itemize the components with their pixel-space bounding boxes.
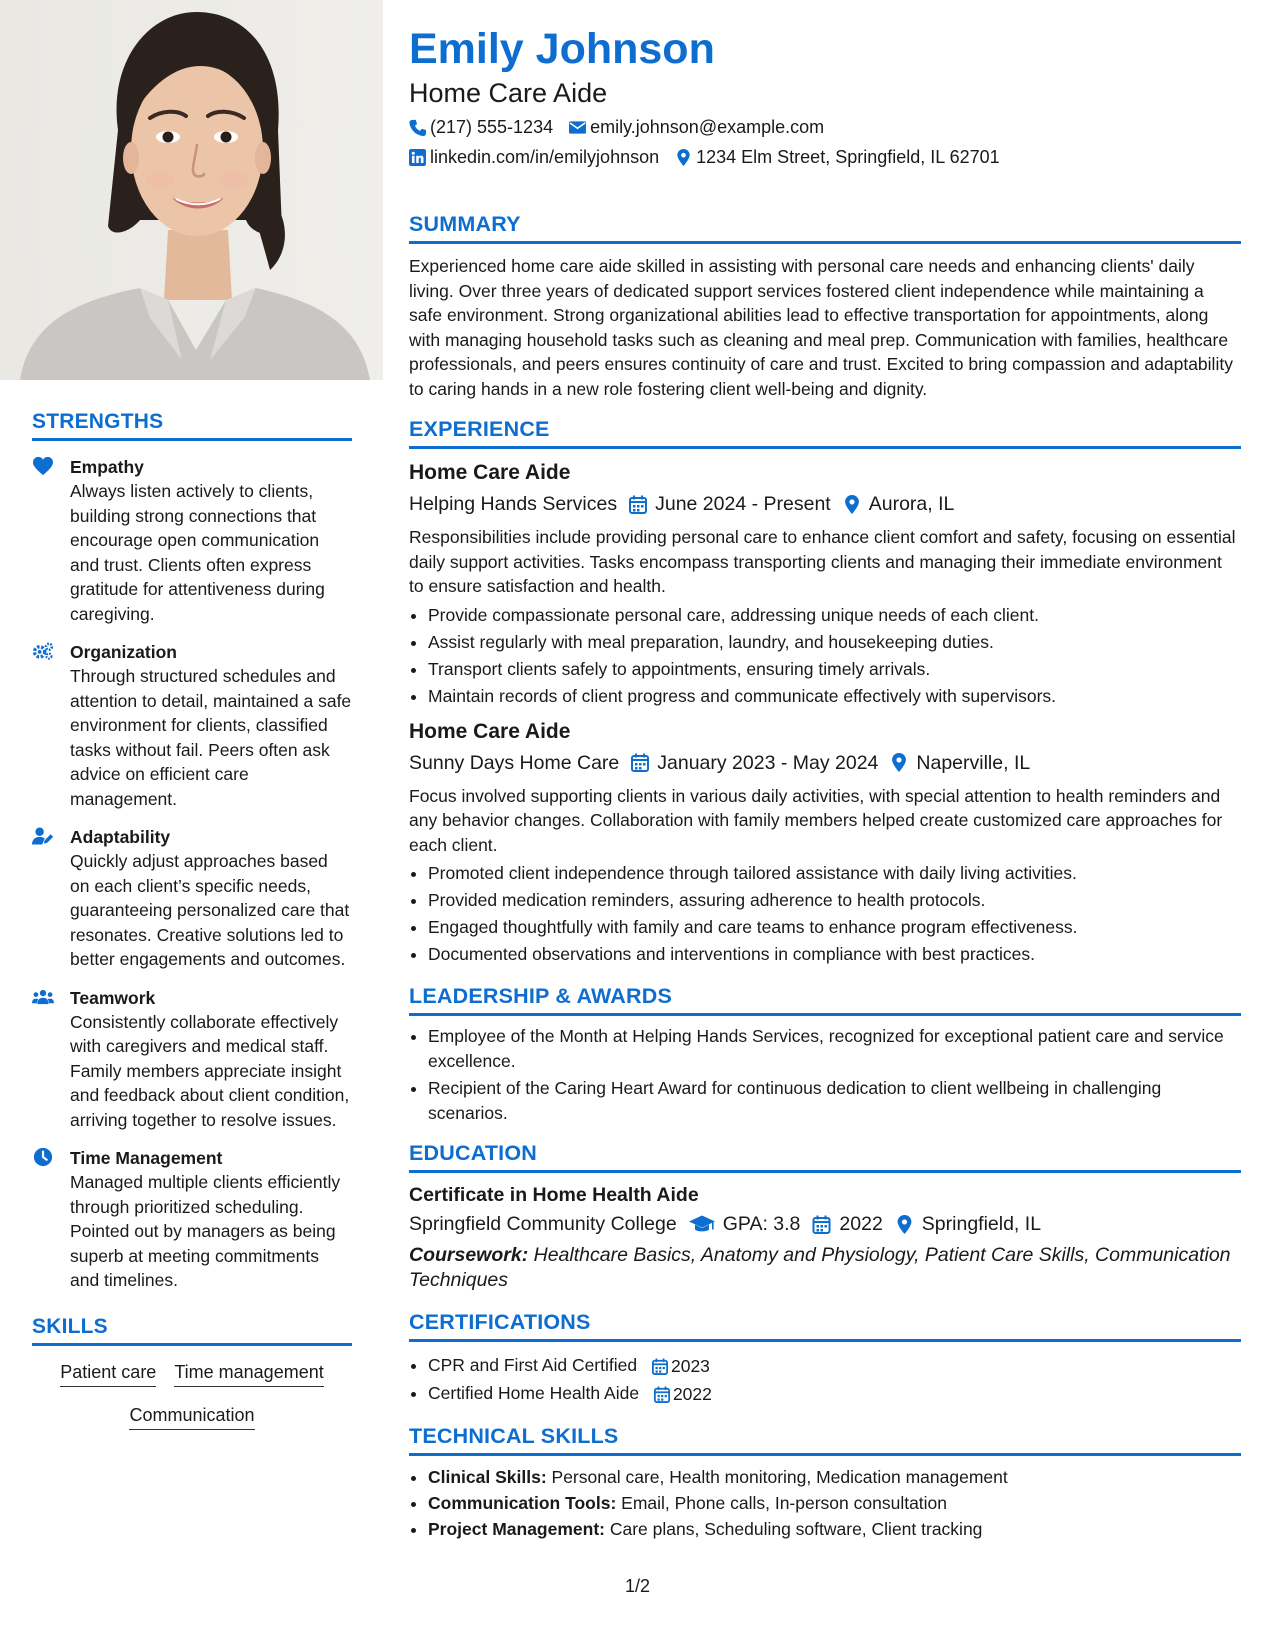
cert-name: Certified Home Health Aide [428,1382,640,1403]
summary-title: SUMMARY [409,212,1241,244]
strength-name: Adaptability [70,827,171,847]
list-item: • Assist regularly with meal preparation, laundry, and housekeeping duties. [428,629,1241,656]
candidate-role: Home Care Aide [409,78,608,108]
tech-value: Email, Phone calls, In-person consultation [621,1492,948,1513]
contact-address [675,142,1000,172]
profile-photo [0,0,383,380]
strengths-list [32,455,352,1293]
leadership-title: LEADERSHIP & AWARDS [409,984,1241,1016]
strengths-section [32,410,352,1293]
linkedin-text: linkedin.com/in/emilyjohnson [430,147,660,167]
email-text: emily.johnson@example.com [590,117,825,137]
technical-skills-list [409,1464,1241,1542]
skills-section [32,1315,352,1430]
left-column [0,0,383,1650]
list-item [428,1490,1241,1516]
graduation-cap-icon [689,1215,715,1234]
job-dates: January 2023 - May 2024 [657,751,879,774]
strength-desc: Quickly adjust approaches based on each client’s specific needs, guaranteeing personalized care that resonates. Creative solutions led to better engagements and outcomes. [70,851,350,969]
list-item: • Provide compassionate personal care, addressing unique needs of each client. [428,602,1241,629]
right-column [409,22,1241,1542]
list-item [428,1464,1241,1490]
strength-item [32,1146,352,1293]
tech-label: Communication Tools: [428,1492,617,1513]
list-item: • Maintain records of client progress and communicate effectively with supervisors. [428,683,1241,710]
strength-item [32,640,352,811]
strength-name: Teamwork [70,987,156,1008]
contact-email[interactable] [569,112,824,142]
job-title: Home Care Aide [409,719,571,743]
edu-school: Springfield Community College [409,1213,677,1235]
strength-desc: Through structured schedules and attention to detail, maintained a safe environment for clients, classified tasks without fail. Peers often ask advice on efficient care management. [70,666,352,809]
profile-photo-illustration [0,0,383,380]
list-item: • Transport clients safely to appointments, ensuring timely arrivals. [428,656,1241,683]
strength-desc: Consistently collaborate effectively with caregivers and medical staff. Family members appreciate insight and feedback about client condition, arriving together to resolve issues. [70,1011,350,1130]
phone-text: (217) 555-1234 [430,117,554,137]
contact-linkedin[interactable] [409,142,659,172]
address-text: 1234 Elm Street, Springfield, IL 62701 [696,147,1000,167]
calendar-icon [652,1358,668,1375]
cert-name: CPR and First Aid Certified [428,1355,638,1375]
certifications-section [409,1310,1241,1408]
list-item: • Documented observations and interventions in compliance with best practices. [428,941,1241,968]
map-marker-icon [675,149,692,166]
job-entry [409,459,1241,710]
skill-tag: Time management [174,1360,323,1387]
tech-label: Project Management: [428,1518,605,1539]
user-edit-icon [32,825,70,972]
page-number: 1/2 [624,1576,651,1596]
experience-section [409,417,1241,968]
map-marker-icon [890,753,908,772]
job-location: Aurora, IL [868,493,955,515]
job-dates: June 2024 - Present [655,493,831,515]
edu-year: 2022 [839,1213,883,1235]
skill-tag: Communication [129,1403,254,1430]
cert-year: 2022 [672,1383,712,1404]
job-desc: Responsibilities include providing personal care to enhance client comfort and safety, focusing on essential daily support activities. Tasks encompass transporting clients and managing their immediate environment to ensure satisfaction and health. [409,527,1236,596]
calendar-icon [812,1215,831,1234]
skill-tags [32,1360,352,1430]
calendar-icon [629,495,647,514]
leadership-section [409,984,1241,1125]
cert-year: 2023 [670,1355,710,1376]
job-title: Home Care Aide [409,461,571,484]
users-icon [32,986,70,1133]
strength-desc: Managed multiple clients efficiently through prioritized scheduling. Pointed out by managers as being superb at meeting commitments and timelines. [70,1172,341,1290]
candidate-name: Emily Johnson [409,25,715,73]
list-item: • Employee of the Month at Helping Hands Services, recognized for exceptional patient care and service excellence. [428,1024,1241,1073]
coursework-text: Healthcare Basics, Anatomy and Physiology, Patient Care Skills, Communication Techniques [409,1244,1231,1291]
tech-label: Clinical Skills: [428,1466,547,1487]
education-section [409,1141,1241,1292]
list-item: • Engaged thoughtfully with family and care teams to enhance program effectiveness. [428,914,1241,941]
edu-coursework [409,1243,1241,1292]
summary-text: Experienced home care aide skilled in assisting with personal care needs and enhancing clients' daily living. Over three years of dedicated support services fostered client independence while maintaining a safe environment. Strong organizational abilities lead to effective transportation for appointments, along with managing household tasks such as cleaning and meal prep. Communication with families, healthcare professionals, and peers ensures continuity of care and trust. Excited to bring compassion and adaptability to caring hands in a new role fostering client well-being and dignity. [409,256,1233,399]
contact-info [409,112,1241,172]
strengths-title: STRENGTHS [32,410,352,441]
list-item: • Promoted client independence through tailored assistance with daily living activities. [428,860,1241,887]
list-item [428,1352,1241,1380]
summary-section [409,212,1241,401]
linkedin-icon [409,149,426,166]
job-bullets [409,602,1241,710]
strength-item [32,986,352,1133]
tech-value: Personal care, Health monitoring, Medication management [551,1466,1008,1487]
job-bullets [409,860,1241,968]
job-location: Naperville, IL [916,751,1031,774]
strength-desc: Always listen actively to clients, building strong connections that encourage open communication and trust. Clients often express gratitude for attentiveness during caregiving. [70,481,325,624]
cogs-icon [32,640,70,811]
tech-value: Care plans, Scheduling software, Client tracking [609,1518,983,1539]
certifications-title: CERTIFICATIONS [409,1310,1241,1342]
contact-phone[interactable] [409,112,553,142]
heart-icon [32,455,70,626]
strength-item [32,455,352,626]
list-item: • Provided medication reminders, assuring adherence to health protocols. [428,887,1241,914]
skill-tag: Patient care [60,1360,156,1387]
edu-degree: Certificate in Home Health Aide [409,1184,699,1206]
strength-name: Empathy [70,457,144,477]
list-item: • Recipient of the Caring Heart Award for continuous dedication to client wellbeing in challenging scenarios. [428,1076,1241,1125]
job-desc: Focus involved supporting clients in various daily activities, with special attention to health reminders and any behavior changes. Collaboration with family members helped create customized care approaches for each client. [409,785,1223,855]
job-company: Helping Hands Services [409,493,618,515]
experience-title: EXPERIENCE [409,417,1241,449]
calendar-icon [654,1386,670,1403]
strength-name: Time Management [70,1148,223,1168]
envelope-icon [569,119,586,136]
job-company: Sunny Days Home Care [409,751,620,774]
technical-skills-section [409,1424,1241,1542]
calendar-icon [631,753,649,772]
strength-name: Organization [70,642,177,662]
certifications-list [409,1352,1241,1408]
list-item [428,1516,1241,1542]
phone-icon [409,119,426,136]
technical-skills-title: TECHNICAL SKILLS [409,1424,1241,1456]
map-marker-icon [843,495,861,514]
left-body [32,410,352,1430]
edu-gpa: GPA: 3.8 [722,1213,801,1235]
map-marker-icon [895,1215,914,1234]
skills-title: SKILLS [32,1315,352,1346]
list-item [428,1380,1241,1408]
leadership-list [409,1024,1241,1125]
education-title: EDUCATION [409,1141,1241,1173]
edu-location: Springfield, IL [921,1213,1042,1235]
coursework-label: Coursework: [409,1244,529,1266]
job-entry [409,718,1241,969]
strength-item [32,825,352,972]
clock-icon [32,1146,70,1293]
